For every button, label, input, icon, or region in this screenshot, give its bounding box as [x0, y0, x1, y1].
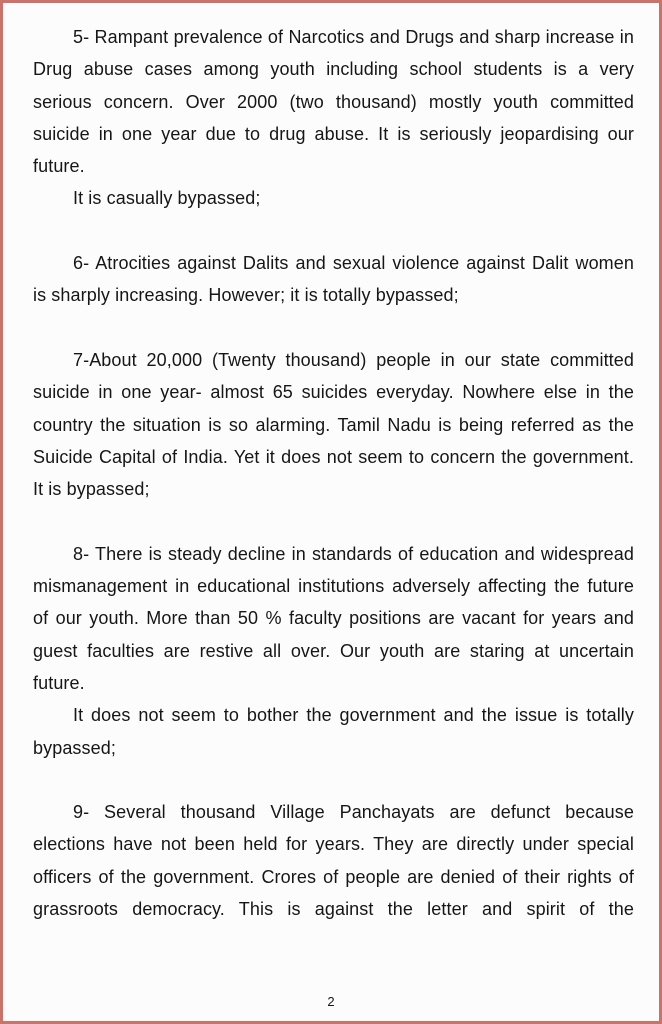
paragraph-spacer — [33, 764, 634, 796]
paragraph-9: 9- Several thousand Village Panchayats are defunct because elections have not been held for years. They are directly under special officers of the government. Crores of people are denied of their rights of grassroots democracy. This is against the letter and spirit of the — [33, 802, 634, 920]
page-number: 2 — [327, 994, 335, 1009]
paragraph-6: 6- Atrocities against Dalits and sexual violence against Dalit women is sharply increasing. However; it is totally bypassed; — [33, 253, 634, 306]
paragraph-5: 5- Rampant prevalence of Narcotics and Drugs and sharp increase in Drug abuse cases among youth including school students is a very serious concern. Over 2000 (two thousand) mostly youth committed suicide in one year due to drug abuse. It is seriously jeopardising our future. — [33, 27, 634, 177]
paragraph-8-note: It does not seem to bother the government and the issue is totally bypassed; — [33, 705, 634, 758]
page-footer — [3, 993, 659, 1011]
paragraph-spacer — [33, 312, 634, 344]
paragraph-8: 8- There is steady decline in standards of education and widespread mismanagement in educational institutions adversely affecting the future of our youth. More than 50 % faculty positions are vacant for years and guest faculties are restive all over. Our youth are staring at uncertain future. — [33, 543, 634, 693]
page-content — [3, 3, 659, 925]
paragraph-spacer — [33, 505, 634, 537]
paragraph-7: 7-About 20,000 (Twenty thousand) people in our state committed suicide in one year- almost 65 suicides everyday. Nowhere else in the country the situation is so alarming. Tamil Nadu is being referred as the Suicide Capital of India. Yet it does not seem to concern the government. It is bypassed; — [33, 349, 634, 500]
paragraph-spacer — [33, 215, 634, 247]
paragraph-5-note: It is casually bypassed; — [73, 188, 261, 209]
